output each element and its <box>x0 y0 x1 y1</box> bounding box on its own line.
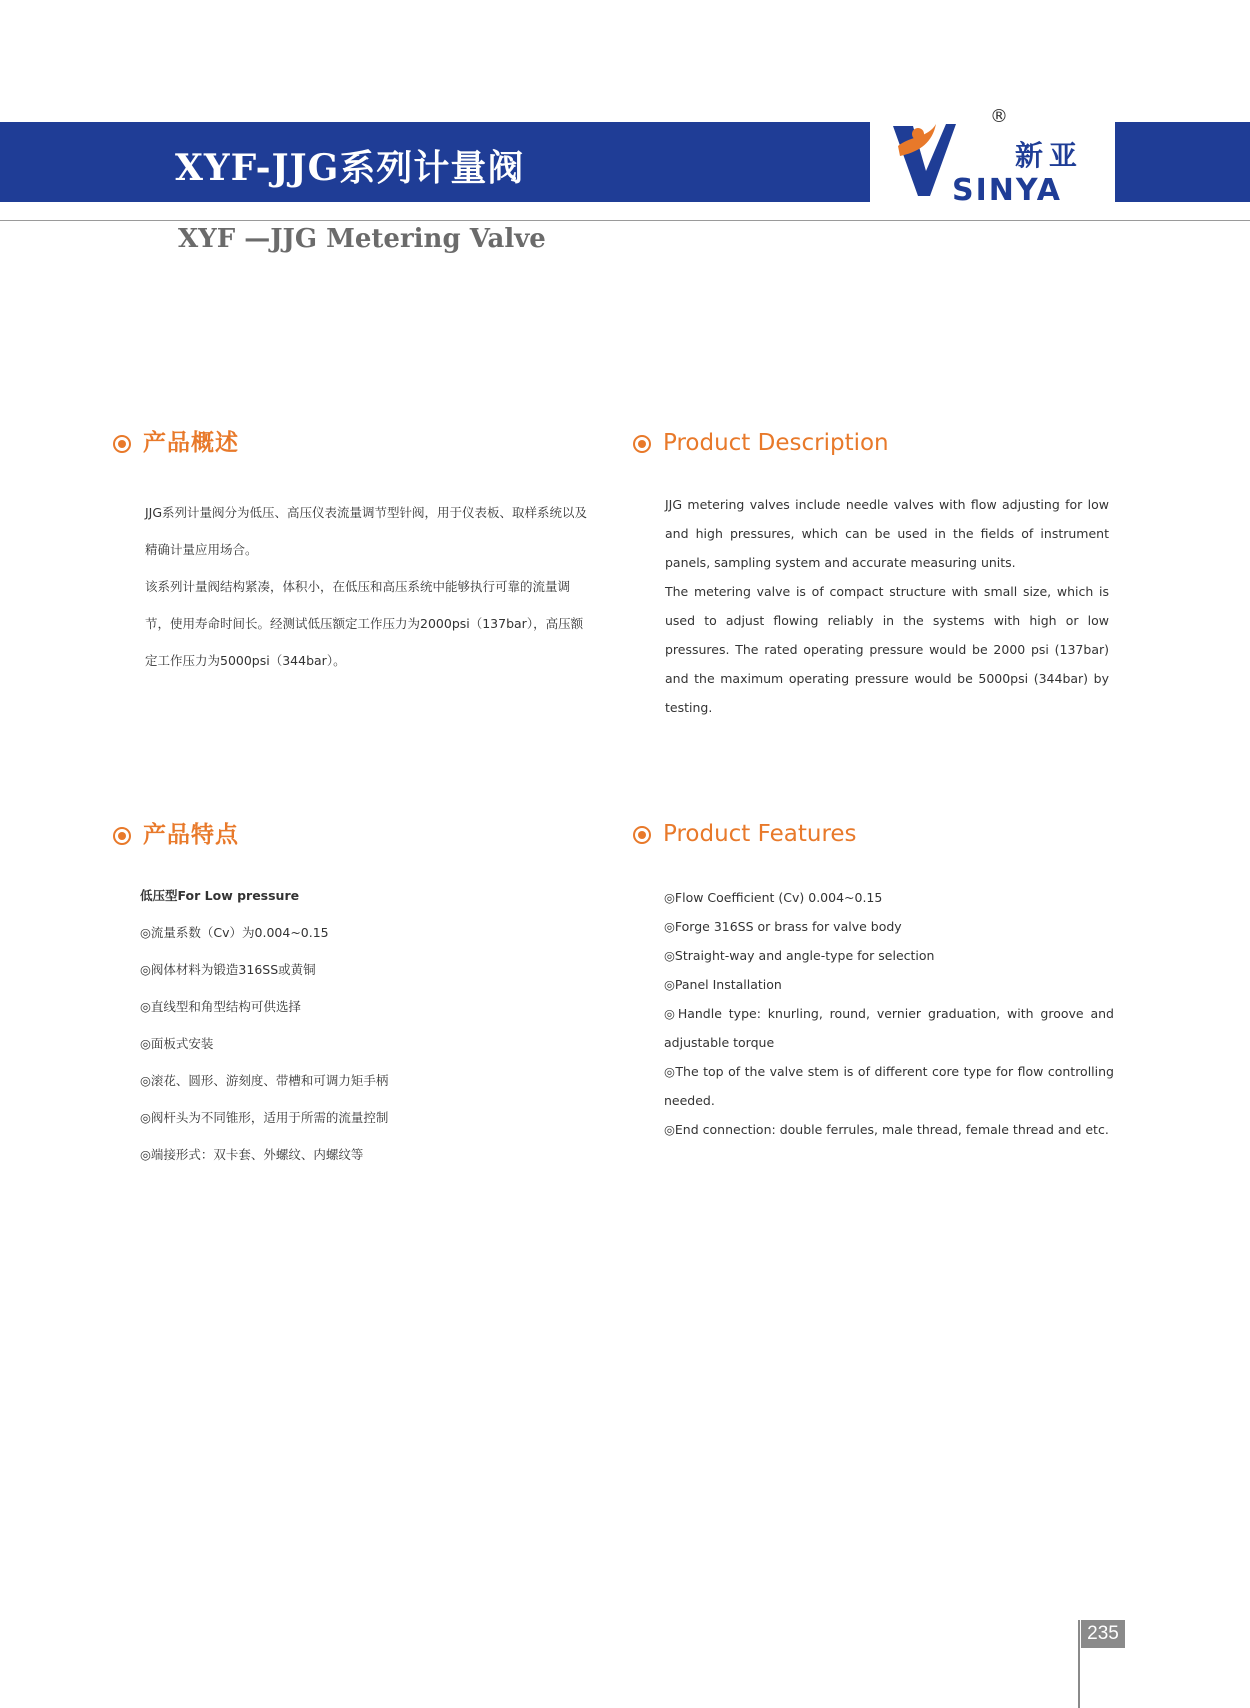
section-title: 产品概述 <box>143 430 239 456</box>
section-bullet-icon <box>113 827 131 845</box>
features-cn-list <box>140 877 600 1173</box>
list-item: ◎The top of the valve stem is of different core type for flow controlling needed. <box>664 1064 1114 1108</box>
paragraph: JJG系列计量阀分为低压、高压仪表流量调节型针阀，用于仪表板、取样系统以及精确计量应用场合。 <box>145 505 588 557</box>
list-item: ◎直线型和角型结构可供选择 <box>140 999 301 1014</box>
header-divider <box>0 220 1250 221</box>
sinya-logo-mark <box>888 116 958 206</box>
list-item: ◎Flow Coefficient (Cv) 0.004~0.15 <box>664 890 883 905</box>
section-title: Product Description <box>663 430 889 456</box>
overview-en-text <box>665 490 1109 722</box>
section-heading-features-cn <box>113 824 239 847</box>
page-title-en: XYF —JJG Metering Valve <box>178 224 546 254</box>
features-en-list <box>664 883 1114 1144</box>
overview-cn-text <box>145 494 591 679</box>
page-title-cn: XYF-JJG系列计量阀 <box>175 147 525 189</box>
list-item: ◎阀体材料为锻造316SS或黄铜 <box>140 962 316 977</box>
section-heading-features-en <box>633 823 857 846</box>
section-heading-overview-en <box>633 432 889 455</box>
list-item: ◎端接形式：双卡套、外螺纹、内螺纹等 <box>140 1147 364 1162</box>
list-item: ◎Straight-way and angle-type for selection <box>664 948 935 963</box>
list-item: ◎End connection: double ferrules, male thread, female thread and etc. <box>664 1122 1109 1137</box>
list-item: ◎Forge 316SS or brass for valve body <box>664 919 902 934</box>
registered-mark: ® <box>990 106 1008 127</box>
list-item: ◎面板式安装 <box>140 1036 214 1051</box>
list-item: ◎阀杆头为不同锥形，适用于所需的流量控制 <box>140 1110 389 1125</box>
section-title: Product Features <box>663 821 857 847</box>
paragraph: The metering valve is of compact structure with small size, which is used to adjust flowing reliably in the systems with high or low pressures. The rated operating pressure would be 2000 psi (137bar) and the maximum operating pressure would be 5000psi (344bar) by testing. <box>665 584 1109 715</box>
paragraph: JJG metering valves include needle valves with flow adjusting for low and high pressures, which can be used in the fields of instrument panels, sampling system and accurate measuring units. <box>665 497 1109 570</box>
section-heading-overview-cn <box>113 432 239 455</box>
section-bullet-icon <box>633 826 651 844</box>
page-number: 235 <box>1081 1620 1125 1648</box>
paragraph: 该系列计量阀结构紧凑，体积小，在低压和高压系统中能够执行可靠的流量调节，使用寿命时间长。经测试低压额定工作压力为2000psi（137bar），高压额定工作压力为5000psi（344bar）。 <box>145 579 584 668</box>
list-item: ◎Handle type: knurling, round, vernier graduation, with groove and adjustable torque <box>664 1006 1114 1050</box>
section-bullet-icon <box>633 435 651 453</box>
section-title: 产品特点 <box>143 822 239 848</box>
logo-name-en: SINYA <box>952 173 1062 208</box>
list-item: ◎滚花、圆形、游刻度、带槽和可调力矩手柄 <box>140 1073 389 1088</box>
list-item: ◎流量系数（Cv）为0.004~0.15 <box>140 925 329 940</box>
section-bullet-icon <box>113 435 131 453</box>
features-subhead: 低压型For Low pressure <box>140 888 300 903</box>
list-item: ◎Panel Installation <box>664 977 782 992</box>
logo-name-cn: 新亚 <box>1015 139 1084 172</box>
page-number-rule <box>1078 1620 1080 1708</box>
